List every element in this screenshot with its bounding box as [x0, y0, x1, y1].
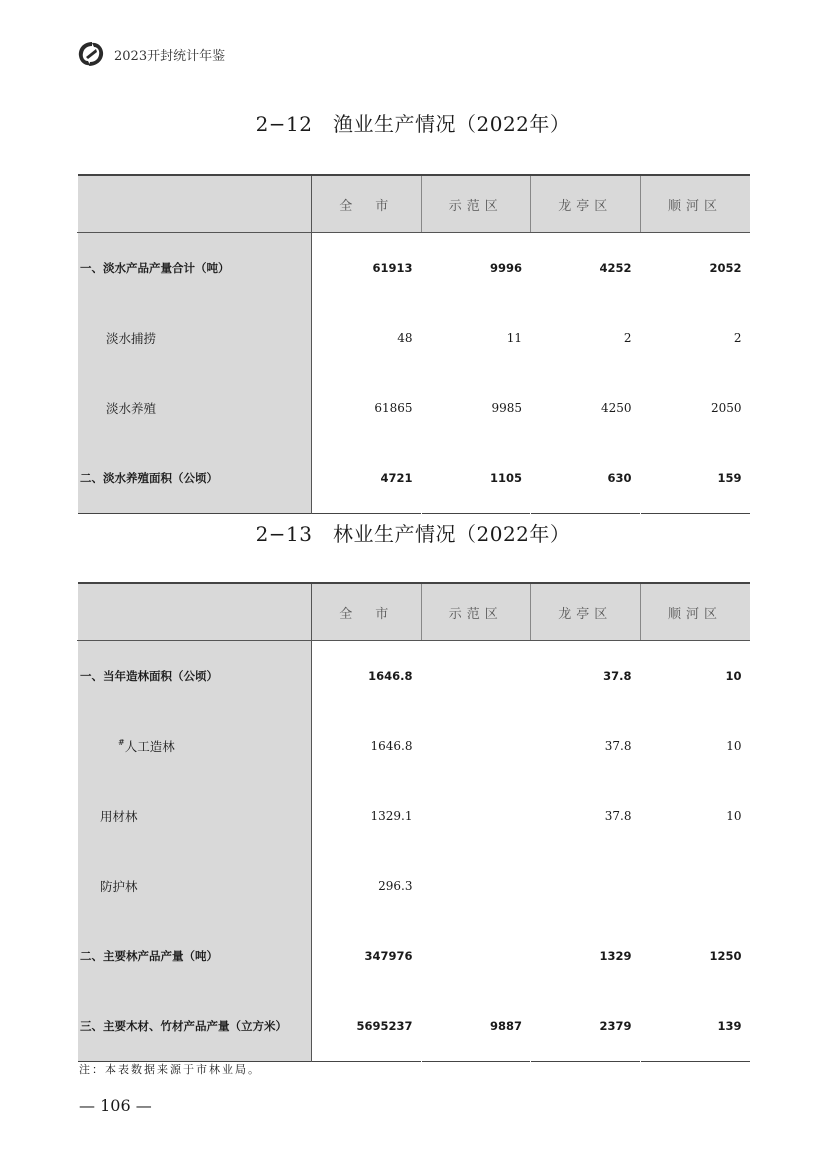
forestry-table-title: 2−13 林业生产情况（2022年） — [255, 522, 571, 546]
table-cell: 1105 — [489, 471, 522, 485]
table-cell — [421, 851, 531, 921]
column-header: 全 市 — [312, 175, 422, 233]
row-label: 三、主要木材、竹材产品产量（立方米） — [78, 991, 312, 1062]
table-cell: 2379 — [599, 1019, 632, 1033]
forestry-header-row — [78, 583, 750, 641]
table-cell: 1646.8 — [370, 739, 413, 753]
table-cell: 296.3 — [378, 879, 413, 893]
column-header: 顺河区 — [640, 583, 750, 641]
table-row — [78, 233, 750, 304]
table-cell: 1329 — [599, 949, 632, 963]
table-cell: 9985 — [491, 401, 522, 415]
table-cell — [421, 641, 531, 712]
table-row — [78, 781, 750, 851]
column-header: 全 市 — [312, 583, 422, 641]
row-label: 二、淡水养殖面积（公顷） — [78, 443, 312, 514]
row-label-text: 人工造林 — [124, 739, 175, 754]
table-cell: 4721 — [380, 471, 413, 485]
subitem-mark: # — [118, 738, 125, 747]
fishery-table — [77, 174, 750, 514]
table-cell: 4250 — [600, 401, 632, 415]
table-cell: 347976 — [364, 949, 413, 963]
column-header: 顺河区 — [640, 175, 750, 233]
table-cell: 37.8 — [603, 669, 632, 683]
fishery-header-row — [78, 175, 750, 233]
table-cell: 10 — [726, 739, 742, 753]
table-row — [78, 921, 750, 991]
column-header: 示范区 — [421, 583, 531, 641]
table-cell: 11 — [506, 331, 522, 345]
yearbook-title: 2023开封统计年鉴 — [114, 48, 226, 64]
row-label: 一、淡水产品产量合计（吨） — [78, 233, 312, 304]
row-label: 二、主要林产品产量（吨） — [78, 921, 312, 991]
page-header — [76, 38, 225, 70]
forestry-table — [77, 582, 750, 1062]
row-label: 淡水捕捞 — [78, 303, 312, 373]
table-cell: 48 — [397, 331, 413, 345]
source-note: 注：本表数据来源于市林业局。 — [79, 1063, 261, 1076]
table-row — [78, 991, 750, 1062]
table-row — [78, 373, 750, 443]
row-label: 用材林 — [78, 781, 312, 851]
table-row — [78, 303, 750, 373]
table-cell: 1646.8 — [368, 669, 413, 683]
table-cell: 61865 — [374, 401, 413, 415]
table-cell: 630 — [607, 471, 632, 485]
column-header: 龙亭区 — [531, 175, 641, 233]
table-cell — [531, 851, 641, 921]
table-cell: 2052 — [709, 261, 742, 275]
table-cell: 9996 — [489, 261, 522, 275]
table-cell: 37.8 — [604, 809, 632, 823]
table-cell: 4252 — [599, 261, 632, 275]
column-header: 示范区 — [421, 175, 531, 233]
row-label — [78, 711, 312, 781]
table-cell: 37.8 — [604, 739, 632, 753]
table-cell — [421, 711, 531, 781]
row-label: 淡水养殖 — [78, 373, 312, 443]
yearbook-logo-icon — [76, 39, 106, 69]
table-cell: 2050 — [710, 401, 742, 415]
table-cell — [421, 781, 531, 851]
column-header: 龙亭区 — [531, 583, 641, 641]
table-row — [78, 711, 750, 781]
table-cell: 10 — [726, 809, 742, 823]
table-cell: 2 — [623, 331, 632, 345]
table-row — [78, 851, 750, 921]
table-cell: 1250 — [709, 949, 742, 963]
corner-cell — [78, 175, 312, 233]
table-cell — [640, 851, 750, 921]
row-label: 防护林 — [78, 851, 312, 921]
table-row — [78, 443, 750, 514]
table-row — [78, 641, 750, 712]
row-label: 一、当年造林面积（公顷） — [78, 641, 312, 712]
table-cell: 2 — [733, 331, 742, 345]
page-number: — 106 — — [79, 1096, 152, 1115]
fishery-table-title: 2−12 渔业生产情况（2022年） — [255, 112, 571, 136]
table-cell: 10 — [725, 669, 742, 683]
table-cell: 1329.1 — [370, 809, 413, 823]
table-cell — [421, 921, 531, 991]
corner-cell — [78, 583, 312, 641]
table-cell: 61913 — [372, 261, 413, 275]
table-cell: 139 — [717, 1019, 742, 1033]
table-cell: 9887 — [489, 1019, 522, 1033]
table-cell: 159 — [717, 471, 742, 485]
table-cell: 5695237 — [356, 1019, 413, 1033]
